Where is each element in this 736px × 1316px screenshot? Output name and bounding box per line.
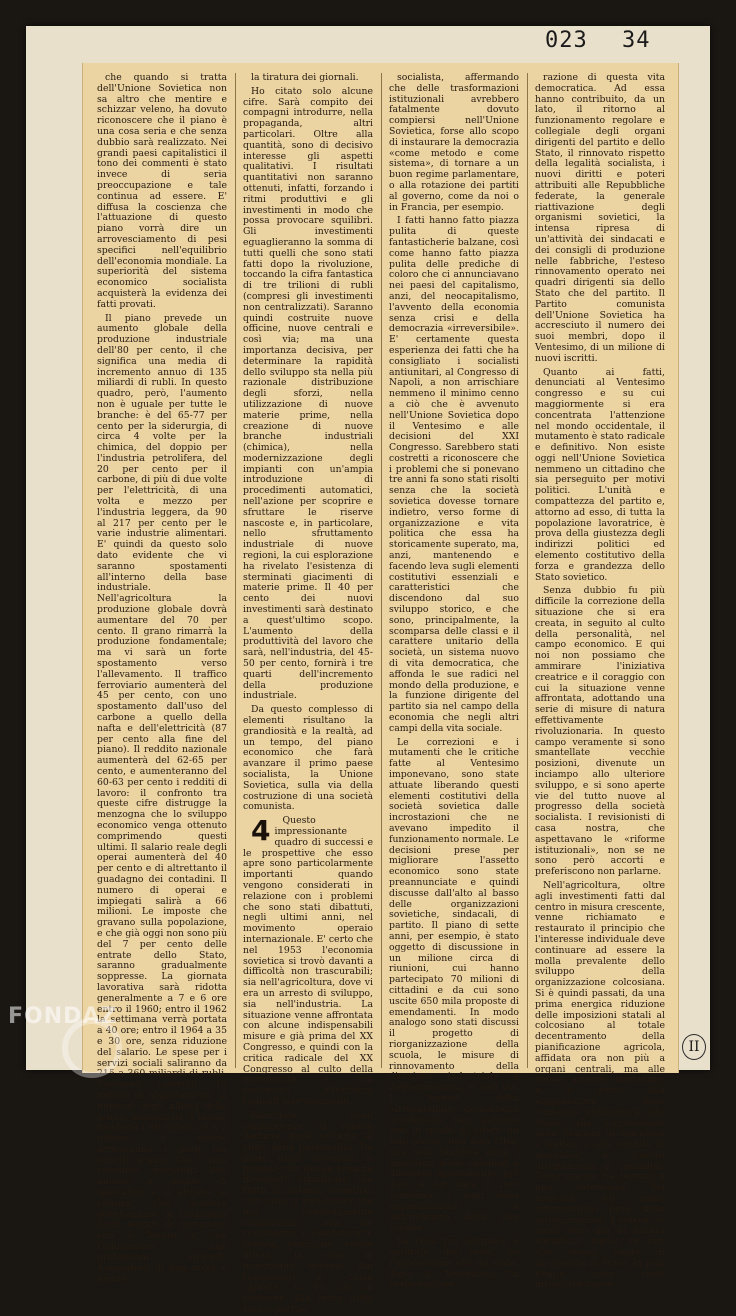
roman-numeral-annotation: II xyxy=(682,1034,706,1060)
archive-page-number: 023 xyxy=(545,28,588,53)
paragraph: Senza dubbio fu più difficile la correzione della situazione che si era creata, in seguito al culto della personalità, nel campo economico. E qui noi non possiamo che ammirare l'iniziativa creatrice e il coraggio con cui la situazione venne affrontata, adottando una serie di misure di natura effettivamente rivoluzionaria. In questo campo veramente si sono smantellate vecchie posizioni, divenute un inciampo allo ulteriore sviluppo, e si sono aperte vie del tutto nuove al progresso della società socialista. I revisionisti di casa nostra, che aspettavano le «riforme istituzionali», non se ne sono però accorti e preferiscono non parlarne. xyxy=(535,585,665,878)
watermark-logo xyxy=(4,1000,204,1080)
paragraph: razione di questa vita democratica. Ad essa hanno contribuito, da un lato, il ritorno al funzionamento regolare e collegiale degli organi dirigenti del partito e dello Stato, il rinnovato rispetto della legalità socialista, i nuovi diritti e poteri attribuiti alle Repubbliche federate, la generale riattivazione degli organismi sovietici, la intensa ripresa di un'attività dei sindacati e dei consigli di produzione nelle fabbriche, l'esteso rinnovamento operato nei quadri dirigenti sia dello Stato che del partito. Il Partito comunista dell'Unione Sovietica ha accresciuto il numero dei suoi membri, dopo il Ventesimo, di un milione di nuovi iscritti. xyxy=(535,72,665,364)
paragraph: La cosa più semplice e naturale, del resto, ho l'impressione che sia stata, dopo il Ventesimo, la restaurazione xyxy=(389,1236,519,1291)
watermark-text: FONDAZ xyxy=(8,1004,118,1029)
archive-section-number: 34 xyxy=(622,28,651,53)
paragraph: socialista, affermando che delle trasformazioni istituzionali avrebbero fatalmente dovuto compiersi nell'Unione Sovietica, forse allo scopo di instaurare la democrazia «come metodo e come sistema», di tornare a un buon regime parlamentare, o alla rotazione dei partiti al governo, come da noi o in Francia, per esempio. xyxy=(389,72,519,213)
section-paragraph xyxy=(243,816,373,1108)
column-rule xyxy=(235,73,236,1068)
paragraph: I fatti hanno fatto piazza pulita di queste fantasticherie balzane, così come hanno fatto piazza pulita delle prediche di coloro che ci annunciavano nei paesi del capitalismo, anzi, del neocapitalismo, l'avvento della economia senza crisi e della democrazia «irreversibile». E' certamente questa esperienza dei fatti che ha consigliato i socialisti antiunitari, al Congresso di Napoli, a non arrischiare nemmeno il minimo cenno a ciò che è avvenuto nell'Unione Sovietica dopo il Ventesimo e alle decisioni del XXI Congresso. Sarebbero stati costretti a riconoscere che i problemi che si ponevano tre anni fa sono stati risolti senza che la società sovietica dovesse tornare indietro, verso forme di organizzazione e vita politica che essa ha storicamente superato, ma, anzi, mantenendo e facendo leva sugli elementi costitutivi essenziali e caratteristici che discendono dal suo sviluppo storico, e che sono, principalmente, la scomparsa delle classi e il carattere unitario della società, un sistema nuovo di vita democratica, che affonda le sue radici nel mondo della produzione, e la funzione dirigente del partito sia nel campo della economia che negli altri campi della vita sociale. xyxy=(389,215,519,734)
text-column-4 xyxy=(535,72,665,1291)
paragraph: Le correzioni e i mutamenti che le critiche fatte al Ventesimo imponevano, sono state attuate liberando questi elementi costitutivi della società sovietica dalle incrostazioni che ne avevano impedito il funzionamento normale. Le decisioni prese per migliorare l'assetto economico sono state preannunciate e quindi discusse dall'alto al basso delle organizzazioni sovietiche, sindacali, di partito. Il piano di sette anni, per esempio, è stato oggetto di discussione in un milione circa di riunioni, cui hanno partecipato 70 milioni di cittadini e da cui sono uscite 650 mila proposte di emendamenti. In modo analogo sono stati discussi il progetto di riorganizzazione della scuola, le misure di rinnovamento della direzione industriale e dell'agricoltura, e così via. I fautori della «irreversibile» democrazia occidentale non saranno mai in grado di citare un solo paese, una sola città, una sola fabbrica dove i lavoratori siano chiamati a dibattere apertamente, per dare e far dare il loro consenso, i temi della organizzazione e dell'indirizzo della vita sociale. xyxy=(389,736,519,1234)
paragraph: Il piano prevede un aumento globale della produzione industriale dell'80 per cento, il che significa una media di incremento annuo di 135 miliardi di rubli. In questo quadro, però, l'aumento non è uguale per tutte le branche: è del 65-77 per cento per la siderurgia, di circa 4 volte per la chimica, del doppio per l'industria petrolifera, del 20 per cento per il carbone, di più di due volte per l'elettricità, di una volta e mezzo per l'industria leggera, da 90 al 217 per cento per le varie industrie alimentari. E' quindi da questo solo dato evidente che vi saranno spostamenti all'interno della base industriale. Nell'agricoltura la produzione globale dovrà aumentare del 70 per cento. Il grano rimarrà la produzione fondamentale; ma vi sarà un forte spostamento verso l'allevamento. Il traffico ferroviario aumenterà del 45 per cento, con uno spostamento dall'uso del carbone a quello della nafta e dell'elettricità (87 per cento alla fine del piano). Il reddito nazionale aumenterà del 62-65 per cento, e aumenteranno del 60-63 per cento i redditi di lavoro: il confronto tra queste cifre distrugge la menzogna che lo sviluppo economico venga ottenuto comprimendo questi ultimi. Il salario reale degli operai aumenterà del 40 per cento e di altrettanto il guadagno dei contadini. Il numero di operai e impiegati salirà a 66 milioni. Le imposte che gravano sulla popolazione, e che già oggi non sono più del 7 per cento delle entrate dello Stato, saranno gradualmente soppresse. La giornata lavorativa sarà ridotta generalmente a 7 e 6 ore entro il 1960; entro il 1962 la settimana verrà portata a 40 ore; entro il 1964 a 35 e 30 ore, senza riduzione del salario. Le spese per i servizi sociali saliranno da 215 a 360 miliardi di rubli. Verranno costruiti 15 milioni di appartamenti. Il numero degli allievi delle scuole elementari e medie toccherà i 40 milioni, e a 2 milioni e mezzo arriveranno i posti nei convitti scuola. Nei 7 anni verranno preparati due milioni e mezzo di specialisti e si attuerà la riforma che fonderà strettamente la frequenza degli istituti di istruzione con il lavoro e con l'educazione alle professioni speciali. Aumenterà di una volta e mezzo xyxy=(97,312,227,1285)
text-column-2 xyxy=(243,72,373,1316)
paragraph: Ricordate quali conseguenze si vollero dedurre dalle critiche al culto della personalità. Da parte degli avversari si pretese che quelle critiche dovessero significare che tutto il sistema sovietico, che tutto il socialismo che noi concretamente conosciamo, era da respingersi e condannarsi. Questa posizione venne difesa, in seno al movimento operaio, dai revisionisti e, come saprete, vi fu chi la sostenne alla testa dello stesso partito xyxy=(243,1109,373,1316)
column-rule xyxy=(527,73,528,1068)
paragraph-text: Questo impressionante quadro di successi e le prospettive che esso apre sono particolarmente importanti quando vengono considerati in relazione con i problemi che sono stati dibattuti, negli ultimi anni, nel movimento operaio internazionale. E' certo che nel 1953 l'economia sovietica si trovò davanti a difficoltà non trascurabili; sia nell'agricoltura, dove vi era un arresto di sviluppo, sia nell'industria. La situazione venne affrontata con alcune indispensabili misure e già prima del XX Congresso, e quindi con la critica radicale del XX Congresso al culto della personalità e con successivi altrettanto radicali provvedimenti. xyxy=(243,815,373,1107)
newspaper-clipping xyxy=(82,63,679,1316)
watermark-g-shape xyxy=(62,1018,122,1078)
paragraph: Ho citato solo alcune cifre. Sarà compito dei compagni introdurre, nella propaganda, altri particolari. Oltre alla quantità, sono di decisivo interesse gli aspetti qualitativi. I risultati quantitativi non saranno ottenuti, infatti, forzando i ritmi produttivi e gli investimenti in modo che possa provocare squilibri. Gli investimenti eguaglieranno la somma di tutti quelli che sono stati fatti dopo la rivoluzione, toccando la cifra fantastica di tre trilioni di rubli (compresi gli investimenti non centralizzati). Saranno quindi costruite nuove officine, nuove centrali e così via; ma una importanza decisiva, per determinare la rapidità dello sviluppo sta nella più razionale distribuzione degli sforzi, nella utilizzazione di nuove materie prime, nella creazione di nuove branche industriali (chimica), nella modernizzazione degli impianti con un'ampia introduzione di procedimenti automatici, nell'azione per scoprire e sfruttare le riserve nascoste e, in particolare, nello sfruttamento industriale di nuove regioni, la cui esplorazione ha rivelato l'esistenza di sterminati giacimenti di materie prime. Il 40 per cento dei nuovi investimenti sarà destinato a quest'ultimo scopo. L'aumento della produttività del lavoro che sarà, nell'industria, del 45-50 per cento, fornirà i tre quarti dell'incremento della produzione industriale. xyxy=(243,85,373,702)
text-column-3 xyxy=(389,72,519,1291)
paragraph: Da questo complesso di elementi risultano la grandiosità e la realtà, ad un tempo, del piano economico che farà avanzare il primo paese socialista, la Unione Sovietica, sulla via della costruzione di una società comunista. xyxy=(243,704,373,813)
text-column-1 xyxy=(97,72,227,1285)
column-rule xyxy=(381,73,382,1068)
paragraph: Quanto ai fatti, denunciati al Ventesimo congresso e su cui maggiormente si era concentrata l'attenzione nel mondo occidentale, il mutamento è stato radicale e definitivo. Non esiste oggi nell'Unione Sovietica nemmeno un cittadino che sia perseguito per motivi politici. L'unità e compattezza del partito e, attorno ad esso, di tutta la popolazione lavoratrice, è prova della giustezza degli indirizzi politici ed elemento costitutivo della forza e grandezza dello Stato sovietico. xyxy=(535,366,665,583)
section-initial: 4 xyxy=(251,814,271,848)
paragraph: che quando si tratta dell'Unione Sovietica non sa altro che mentire e schizzar veleno, ha dovuto riconoscere che il piano è una cosa seria e che senza dubbio sarà realizzato. Nei grandi paesi capitalistici il tono dei commenti è stato invece di seria preoccupazione e tale continua ad essere. E' diffusa la coscienza che l'attuazione di questo piano vorrà dire un arrovesciamento di pesi specifici nell'equilibrio dell'economia mondiale. La superiorità del sistema economico socialista acquisterà la evidenza dei fatti provati. xyxy=(97,72,227,310)
paragraph: Nell'agricoltura, oltre agli investimenti fatti dal centro in misura crescente, venne richiamato e restaurato il principio che l'interesse individuale deve continuare ad essere la molla prevalente dello sviluppo della organizzazione colcosiana. Si è quindi passati, da una prima energica riduzione delle imposizioni statali al colcosiano al totale decentramento della pianificazione agricola, affidata ora non più a organi centrali, ma alle stesse aziende contadine; si è giunti alla soppressione delle consegne obbligatorie allo Stato, alla soppressione delle Stazioni di macchine e trattori e alla vendita di macchine e trattori direttamente ai contadini. Tutto questo ha portato a una estensione del mercato, sul quale intervengono però delle organizzazioni. I colcos, le quali sono già di natura socialista, anche se non allo stesso modo di un'azienda di Stato. In pari tempo sono state introdotte nuove xyxy=(535,879,665,1291)
paragraph: la tiratura dei giornali. xyxy=(251,72,359,83)
